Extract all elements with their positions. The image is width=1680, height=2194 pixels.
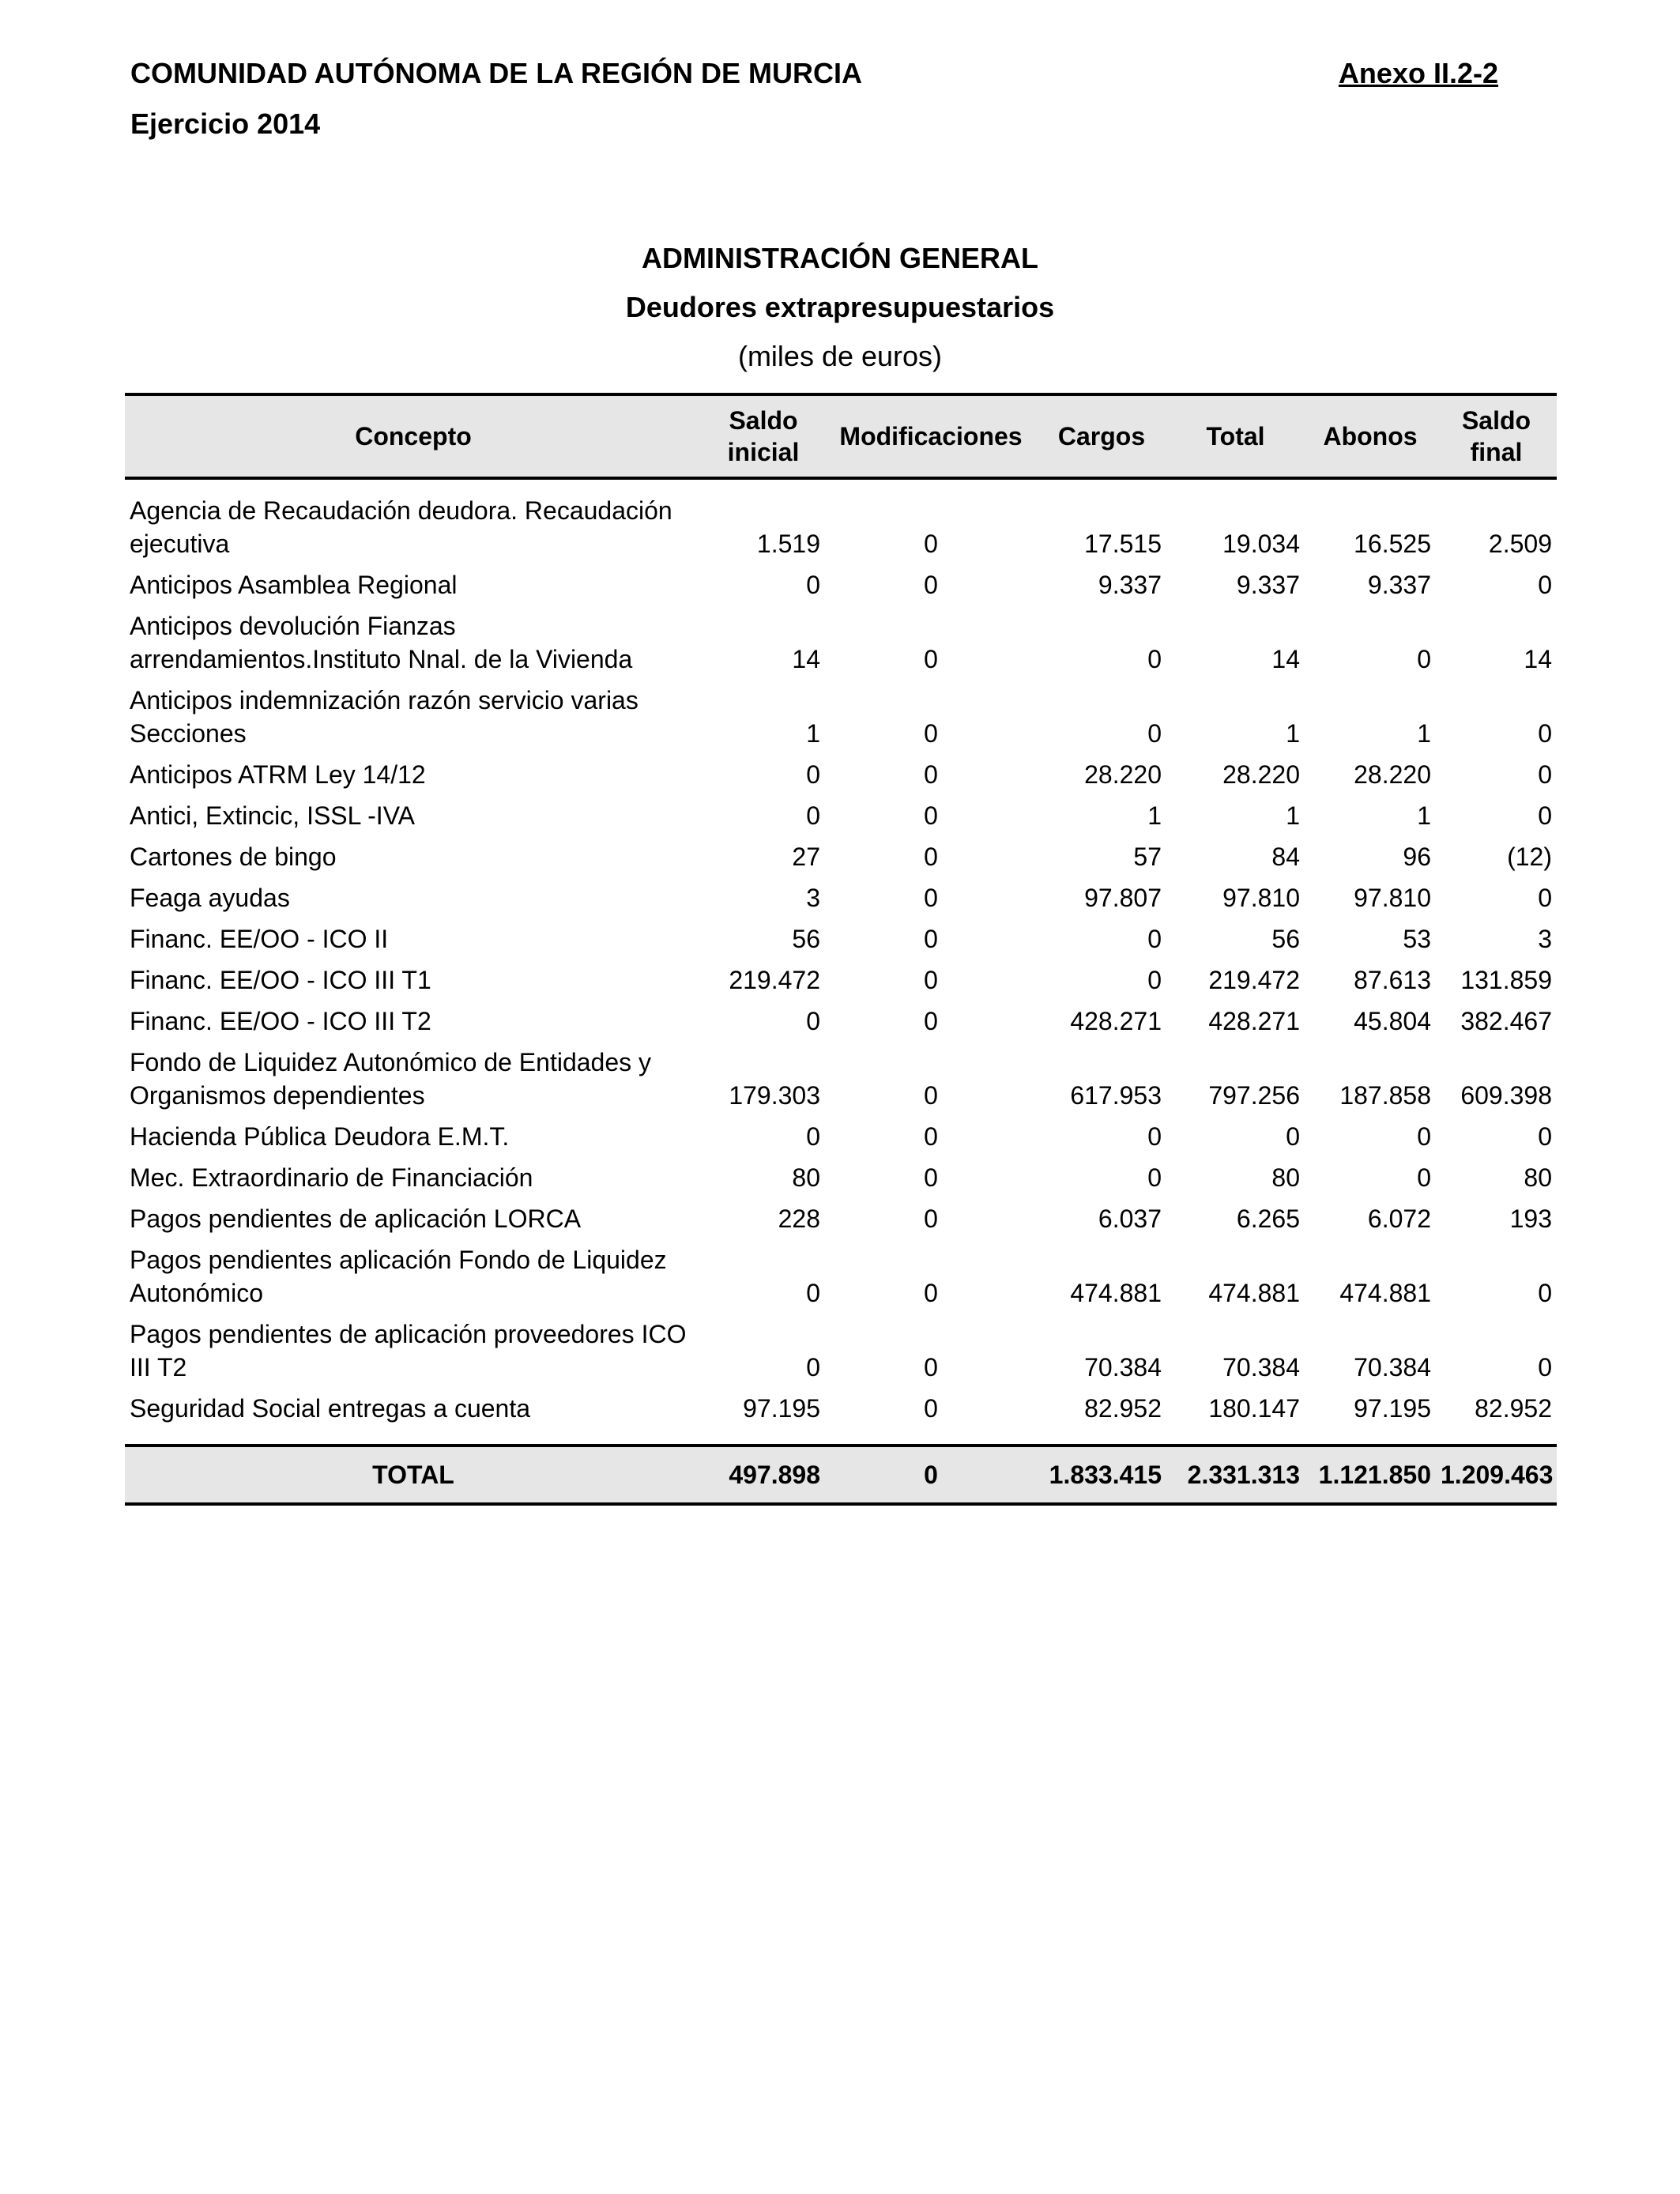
row-saldo-inicial: 1: [806, 719, 820, 748]
table-row: [125, 1240, 1557, 1314]
row-abonos: 16.525: [1354, 530, 1431, 558]
column-header-modificaciones: Modificaciones: [825, 394, 1037, 478]
column-header-concepto: Concepto: [125, 394, 702, 478]
row-cargos: 28.220: [1084, 760, 1162, 789]
row-total: 9.337: [1236, 571, 1300, 599]
row-total: 80: [1271, 1163, 1300, 1192]
row-total: 219.472: [1208, 966, 1300, 994]
row-abonos: 0: [1417, 1122, 1431, 1151]
row-total: 14: [1271, 645, 1300, 673]
table-header-row: [125, 394, 1557, 478]
row-abonos: 0: [1417, 645, 1431, 673]
row-modificaciones: 0: [924, 645, 938, 673]
row-modificaciones: 0: [924, 1007, 938, 1035]
row-saldo-inicial: 80: [792, 1163, 820, 1192]
organization-name: COMUNIDAD AUTÓNOMA DE LA REGIÓN DE MURCIA: [130, 57, 862, 89]
row-abonos: 6.072: [1367, 1204, 1431, 1233]
row-saldo-inicial: 0: [806, 801, 820, 830]
table-row: [125, 960, 1557, 1001]
table-row: [125, 755, 1557, 796]
row-concepto: Financ. EE/OO - ICO III T1: [130, 966, 431, 994]
row-saldo-inicial: 14: [792, 645, 820, 673]
row-saldo-final: 0: [1538, 1353, 1552, 1382]
column-header-saldo-inicial: [702, 394, 825, 478]
row-total: 1: [1286, 801, 1300, 830]
row-modificaciones: 0: [924, 1081, 938, 1110]
row-abonos: 96: [1403, 843, 1431, 871]
table-row: [125, 1314, 1557, 1389]
row-saldo-final: 0: [1538, 1122, 1552, 1151]
total-row: [125, 1446, 1557, 1504]
total-cargos: 1.833.415: [1037, 1446, 1166, 1504]
row-cargos: 474.881: [1070, 1279, 1162, 1307]
row-abonos: 97.810: [1354, 884, 1431, 912]
row-concepto: Feaga ayudas: [130, 884, 290, 912]
row-cargos: 617.953: [1070, 1081, 1162, 1110]
total-abonos: 1.121.850: [1305, 1446, 1436, 1504]
row-cargos: 0: [1147, 1163, 1162, 1192]
row-modificaciones: 0: [924, 760, 938, 789]
row-saldo-final: 2.509: [1488, 530, 1552, 558]
table-row: [125, 1158, 1557, 1199]
row-saldo-inicial: 56: [792, 925, 820, 953]
document-header: [130, 54, 862, 144]
row-cargos: 0: [1147, 966, 1162, 994]
row-abonos: 0: [1417, 1163, 1431, 1192]
row-modificaciones: 0: [924, 571, 938, 599]
row-modificaciones: 0: [924, 843, 938, 871]
row-saldo-inicial: 27: [792, 843, 820, 871]
row-saldo-inicial: 0: [806, 1122, 820, 1151]
row-abonos: 45.804: [1354, 1007, 1431, 1035]
table-row: [125, 1117, 1557, 1158]
table-row: [125, 1001, 1557, 1042]
row-saldo-final: 14: [1524, 645, 1552, 673]
report-title: ADMINISTRACIÓN GENERAL: [642, 242, 1038, 274]
row-concepto: Financ. EE/OO - ICO III T2: [130, 1007, 431, 1035]
row-concepto: Pagos pendientes de aplicación proveedores ICO III T2: [130, 1320, 687, 1382]
report-units: (miles de euros): [737, 340, 943, 372]
row-saldo-final: 0: [1538, 801, 1552, 830]
row-abonos: 97.195: [1354, 1394, 1431, 1423]
row-cargos: 0: [1147, 925, 1162, 953]
table-row: [125, 837, 1557, 878]
table-row: [125, 796, 1557, 837]
row-abonos: 53: [1403, 925, 1431, 953]
row-cargos: 9.337: [1098, 571, 1162, 599]
total-saldo-final: 1.209.463: [1436, 1446, 1557, 1504]
row-saldo-inicial: 0: [806, 571, 820, 599]
total-modificaciones: 0: [825, 1446, 1037, 1504]
row-saldo-inicial: 0: [806, 1279, 820, 1307]
row-total: 797.256: [1208, 1081, 1300, 1110]
total-total: 2.331.313: [1166, 1446, 1305, 1504]
fiscal-year: Ejercicio 2014: [130, 107, 321, 140]
table-row: [125, 878, 1557, 919]
row-modificaciones: 0: [924, 925, 938, 953]
row-concepto: Anticipos Asamblea Regional: [130, 571, 458, 599]
debtors-table: [125, 393, 1557, 1506]
row-saldo-final: 82.952: [1475, 1394, 1552, 1423]
table-row: [125, 1042, 1557, 1117]
row-modificaciones: 0: [924, 530, 938, 558]
row-concepto: Fondo de Liquidez Autonómico de Entidades y Organismos dependientes: [130, 1048, 652, 1110]
row-concepto: Anticipos devolución Fianzas arrendamientos.Instituto Nnal. de la Vivienda: [130, 612, 633, 673]
column-header-saldo-inicial-line1: Saldo: [729, 406, 798, 435]
row-cargos: 57: [1133, 843, 1162, 871]
row-abonos: 187.858: [1339, 1081, 1431, 1110]
table-row: [125, 919, 1557, 960]
table-body: [125, 478, 1557, 1430]
row-modificaciones: 0: [924, 1204, 938, 1233]
row-total: 28.220: [1222, 760, 1300, 789]
row-concepto: Hacienda Pública Deudora E.M.T.: [130, 1122, 510, 1151]
total-saldo-inicial: 497.898: [702, 1446, 825, 1504]
row-modificaciones: 0: [924, 801, 938, 830]
row-cargos: 70.384: [1084, 1353, 1162, 1382]
row-saldo-final: 80: [1524, 1163, 1552, 1192]
table-row: [125, 1199, 1557, 1240]
report-subtitle: Deudores extrapresupuestarios: [625, 291, 1055, 323]
row-cargos: 0: [1147, 719, 1162, 748]
row-saldo-inicial: 0: [806, 1353, 820, 1382]
row-concepto: Mec. Extraordinario de Financiación: [130, 1163, 533, 1192]
row-saldo-final: 0: [1538, 760, 1552, 789]
row-concepto: Agencia de Recaudación deudora. Recaudación ejecutiva: [130, 496, 672, 558]
row-abonos: 70.384: [1354, 1353, 1431, 1382]
row-saldo-final: 193: [1509, 1204, 1552, 1233]
row-total: 474.881: [1208, 1279, 1300, 1307]
row-abonos: 1: [1417, 719, 1431, 748]
row-concepto: Cartones de bingo: [130, 843, 337, 871]
table-row: [125, 606, 1557, 680]
row-concepto: Anticipos indemnización razón servicio varias Secciones: [130, 686, 638, 748]
row-abonos: 474.881: [1339, 1279, 1431, 1307]
row-saldo-final: 0: [1538, 719, 1552, 748]
row-concepto: Seguridad Social entregas a cuenta: [130, 1394, 531, 1423]
row-total: 19.034: [1222, 530, 1300, 558]
row-cargos: 0: [1147, 1122, 1162, 1151]
row-saldo-final: 3: [1538, 925, 1552, 953]
row-saldo-inicial: 97.195: [743, 1394, 820, 1423]
row-cargos: 6.037: [1098, 1204, 1162, 1233]
row-cargos: 82.952: [1084, 1394, 1162, 1423]
row-total: 0: [1286, 1122, 1300, 1151]
row-cargos: 97.807: [1084, 884, 1162, 912]
row-cargos: 0: [1147, 645, 1162, 673]
row-abonos: 9.337: [1367, 571, 1431, 599]
row-modificaciones: 0: [924, 719, 938, 748]
row-total: 6.265: [1236, 1204, 1300, 1233]
row-saldo-final: 0: [1538, 1279, 1552, 1307]
row-modificaciones: 0: [924, 1279, 938, 1307]
column-header-abonos: Abonos: [1305, 394, 1436, 478]
column-header-cargos: Cargos: [1037, 394, 1166, 478]
row-modificaciones: 0: [924, 966, 938, 994]
row-saldo-inicial: 0: [806, 760, 820, 789]
column-header-total: Total: [1166, 394, 1305, 478]
row-abonos: 28.220: [1354, 760, 1431, 789]
row-modificaciones: 0: [924, 884, 938, 912]
column-header-saldo-final: Saldo final: [1436, 394, 1557, 478]
row-saldo-inicial: 1.519: [756, 530, 820, 558]
row-total: 1: [1286, 719, 1300, 748]
row-saldo-inicial: 179.303: [729, 1081, 820, 1110]
row-concepto: Antici, Extincic, ISSL -IVA: [130, 801, 415, 830]
row-total: 84: [1271, 843, 1300, 871]
row-modificaciones: 0: [924, 1163, 938, 1192]
row-total: 56: [1271, 925, 1300, 953]
row-abonos: 87.613: [1354, 966, 1431, 994]
row-concepto: Pagos pendientes de aplicación LORCA: [130, 1204, 582, 1233]
row-cargos: 17.515: [1084, 530, 1162, 558]
row-total: 428.271: [1208, 1007, 1300, 1035]
total-label: TOTAL: [125, 1446, 702, 1504]
table-footer: [125, 1430, 1557, 1504]
row-modificaciones: 0: [924, 1122, 938, 1151]
row-concepto: Anticipos ATRM Ley 14/12: [130, 760, 426, 789]
row-concepto: Financ. EE/OO - ICO II: [130, 925, 389, 953]
annex-reference: Anexo II.2-2: [1338, 57, 1498, 89]
row-saldo-inicial: 0: [806, 1007, 820, 1035]
report-titles: [0, 237, 1680, 378]
table-row: [125, 565, 1557, 606]
row-saldo-final: 0: [1538, 571, 1552, 599]
row-cargos: 1: [1147, 801, 1162, 830]
row-abonos: 1: [1417, 801, 1431, 830]
row-modificaciones: 0: [924, 1394, 938, 1423]
row-saldo-inicial: 228: [778, 1204, 820, 1233]
row-total: 97.810: [1222, 884, 1300, 912]
column-header-saldo-inicial-line2: inicial: [727, 438, 800, 466]
row-total: 180.147: [1208, 1394, 1300, 1423]
row-saldo-final: (12): [1507, 843, 1552, 871]
row-saldo-inicial: 3: [806, 884, 820, 912]
row-total: 70.384: [1222, 1353, 1300, 1382]
row-saldo-final: 609.398: [1460, 1081, 1552, 1110]
row-saldo-final: 131.859: [1460, 966, 1552, 994]
row-cargos: 428.271: [1070, 1007, 1162, 1035]
table-row: [125, 1389, 1557, 1430]
row-modificaciones: 0: [924, 1353, 938, 1382]
row-concepto: Pagos pendientes aplicación Fondo de Liquidez Autonómico: [130, 1246, 667, 1307]
row-saldo-inicial: 219.472: [729, 966, 820, 994]
row-saldo-final: 0: [1538, 884, 1552, 912]
table-row: [125, 680, 1557, 755]
row-saldo-final: 382.467: [1460, 1007, 1552, 1035]
table-row: [125, 491, 1557, 565]
